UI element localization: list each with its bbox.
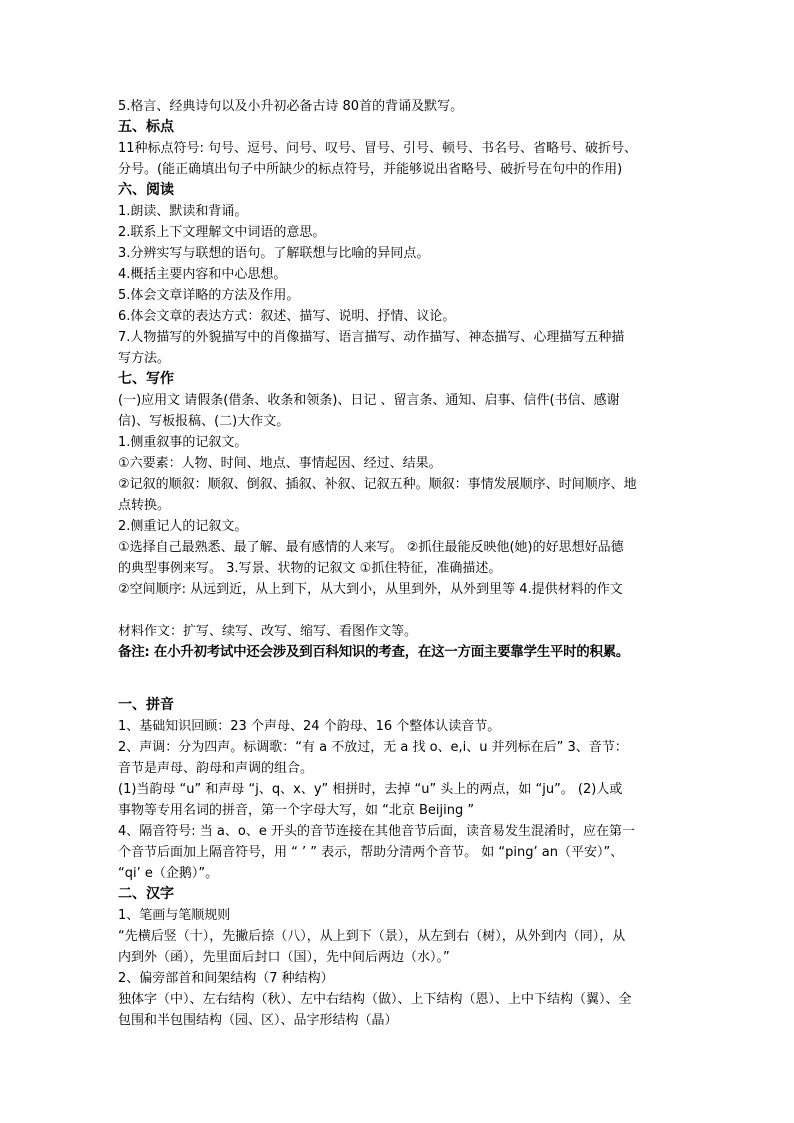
text-line: 2.侧重记人的记叙文。: [118, 519, 248, 534]
text-line: ②记叙的顺叙：顺叙、倒叙、插叙、补叙、记叙五种。顺叙：事情发展顺序、时间顺序、地: [118, 477, 637, 492]
document-page: [118, 96, 678, 1031]
text-line: 独体字（中）、左右结构（秋）、左中右结构（做）、上下结构（恩）、上中下结构（翼）、全: [118, 992, 632, 1007]
text-line: 写方法。: [118, 351, 171, 366]
text-line: 2.联系上下文理解文中词语的意思。: [118, 225, 326, 240]
text-line: 分号。(能正确填出句子中所缺少的标点符号，并能够说出省略号、破折号在句中的作用): [118, 162, 623, 177]
text-line: 1.侧重叙事的记叙文。: [118, 435, 248, 450]
text-line: 5.格言、经典诗句以及小升初必备古诗 80首的背诵及默写。: [118, 99, 464, 114]
text-line: ①选择自己最熟悉、最了解、最有感情的人来写。 ②抓住最能反映他(她)的好思想好品德: [118, 540, 624, 555]
text-line: 4、隔音符号: 当 a、o、e 开头的音节连接在其他音节后面，读音易发生混淆时，应在第一: [118, 824, 635, 839]
text-line: 2、偏旁部首和间架结构（7 种结构）: [118, 971, 334, 986]
text-line: (1)当韵母 “u” 和声母 “j、q、x、y” 相拼时，去掉 “u” 头上的两点，如 “ju”。 (2)人或: [118, 782, 623, 797]
text-line: 4.概括主要内容和中心思想。: [118, 267, 287, 282]
text-line: 5.体会文章详略的方法及作用。: [118, 288, 300, 303]
text-line: 11种标点符号: 句号、逗号、问号、叹号、冒号、引号、顿号、书名号、省略号、破折号、: [118, 141, 638, 156]
text-line: 的典型事例来写。 3.写景、状物的记叙文 ①抓住特征，准确描述。: [118, 561, 502, 576]
text-line: 1.朗读、默读和背诵。: [118, 204, 248, 219]
text-line: 内到外（函），先里面后封口（国），先中间后两边（水）。”: [118, 950, 450, 965]
remark-note: 备注: 在小升初考试中还会涉及到百科知识的考查，在这一方面主要靠学生平时的积累。: [118, 644, 630, 660]
text-line: 事物等专用名词的拼音，第一个字母大写，如 “北京 Beijing ”: [118, 803, 475, 818]
text-line: 个音节后面加上隔音符号，用 “ ’ ” 表示，帮助分清两个音节。 如 “ping’ an（平安）”、: [118, 845, 624, 860]
section-heading-pinyin: 一、拼音: [118, 697, 174, 713]
section-heading-chinese-characters: 二、汉字: [118, 886, 174, 902]
text-line: ②空间顺序: 从远到近，从上到下，从大到小，从里到外，从外到里等 4.提供材料的作文: [118, 582, 623, 597]
text-line: 1、基础知识回顾：23 个声母、24 个韵母、16 个整体认读音节。: [118, 719, 501, 734]
text-line: 材料作文：扩写、续写、改写、缩写、看图作文等。: [118, 624, 418, 639]
text-line: 7.人物描写的外貌描写中的肖像描写、语言描写、动作描写、神态描写、心理描写五种描: [118, 330, 625, 345]
text-line: ①六要素：人物、时间、地点、事情起因、经过、结果。: [118, 456, 442, 471]
blank-line: [118, 679, 678, 695]
text-line: 点转换。: [118, 498, 171, 513]
blank-line: [118, 600, 678, 621]
text-line: “qi’ e（企鹅）”。: [118, 866, 219, 881]
section-heading-punctuation: 五、标点: [118, 119, 174, 135]
text-line: 2、声调：分为四声。标调歌：“有 a 不放过，无 a 找 o、e,i、u 并列标在后” 3、音节：: [118, 740, 628, 755]
section-heading-writing: 七、写作: [118, 371, 174, 387]
text-line: (一)应用文 请假条(借条、收条和领条)、日记 、留言条、通知、启事、信件(书信、感谢: [118, 393, 620, 408]
text-line: 6.体会文章的表达方式：叙述、描写、说明、抒情、议论。: [118, 309, 456, 324]
text-line: “先横后竖（十），先撇后捺（八），从上到下（景），从左到右（树），从外到内（同），从: [118, 929, 626, 944]
text-line: 1、笔画与笔顺规则: [118, 908, 231, 923]
section-heading-reading: 六、阅读: [118, 182, 174, 198]
text-line: 3.分辨实写与联想的语句。了解联想与比喻的异同点。: [118, 246, 430, 261]
text-line: 包围和半包围结构（园、区）、品字形结构（晶）: [118, 1013, 398, 1028]
text-line: 音节是声母、韵母和声调的组合。: [118, 761, 314, 776]
text-line: 信)、写板报稿、(二)大作文。: [118, 414, 290, 429]
blank-line: [118, 663, 678, 679]
